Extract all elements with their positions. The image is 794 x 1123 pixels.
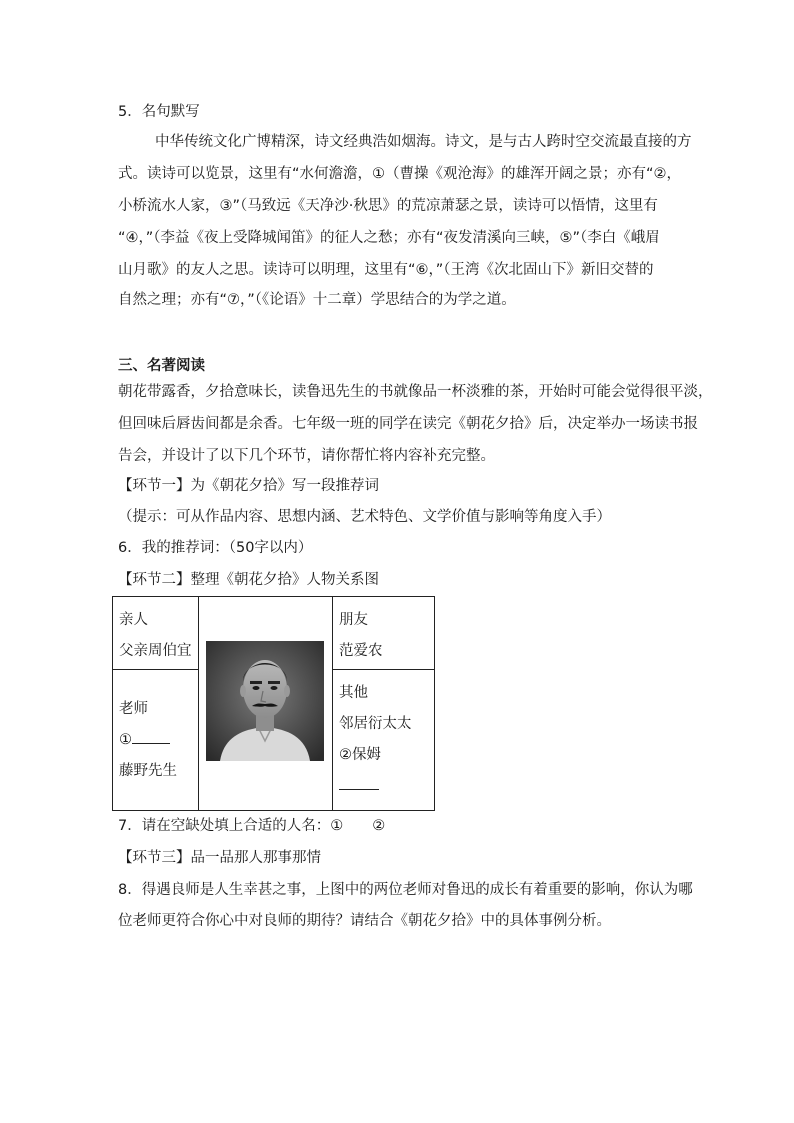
portrait-cell [199, 597, 333, 811]
question-7: 7．请在空缺处填上合适的人名：① ② [118, 818, 386, 834]
relatives-cell [113, 597, 199, 670]
section-3-heading: 三、名著阅读 [118, 358, 205, 374]
section-5-title: 5．名句默写 [118, 104, 200, 120]
question-8-line-1: 8．得遇良师是人生幸甚之事，上图中的两位老师对鲁迅的成长有着重要的影响，你认为哪 [118, 882, 693, 898]
teachers-blank-line[interactable] [132, 729, 170, 744]
link-3-heading: 【环节三】品一品那人那事那情 [118, 850, 321, 866]
relatives-label: 亲人 [119, 612, 148, 628]
section-5-line-2: 式。读诗可以览景，这里有“水何澹澹，①（曹操《观沧海》的雄浑开阔之景；亦有“②， [118, 166, 682, 182]
teachers-cell [113, 670, 199, 811]
section-3-intro-2: 但回味后唇齿间都是余香。七年级一班的同学在读完《朝花夕拾》后，决定举办一场读书报 [118, 416, 698, 432]
link-2-heading: 【环节二】整理《朝花夕拾》人物关系图 [118, 572, 379, 588]
teachers-label: 老师 [119, 701, 148, 717]
section-5-line-5: 山月歌》的友人之思。读诗可以明理，这里有“⑥，”（王湾《次北固山下》新旧交替的 [118, 262, 654, 278]
teachers-blank-marker: ① [119, 732, 132, 748]
section-5-line-6: 自然之理；亦有“⑦，”（《论语》十二章）学思结合的为学之道。 [118, 292, 516, 308]
others-blank-row [339, 771, 434, 802]
lu-xun-portrait [206, 641, 324, 761]
friends-cell [333, 597, 435, 670]
link-1-heading: 【环节一】为《朝花夕拾》写一段推荐词 [118, 478, 379, 494]
section-3-intro-3: 告会，并设计了以下几个环节，请你帮忙将内容补充完整。 [118, 448, 495, 464]
section-5-line-1: 中华传统文化广博精深，诗文经典浩如烟海。诗文，是与古人跨时空交流最直接的方 [155, 134, 692, 150]
character-relationship-table [112, 596, 435, 811]
section-5-line-4: “④，”（李益《夜上受降城闻笛》的征人之愁；亦有“夜发清溪向三峡，⑤”（李白《峨眉 [118, 230, 660, 246]
others-cell [333, 670, 435, 811]
friends-label: 朋友 [339, 612, 368, 628]
section-5-line-3: 小桥流水人家，③”（马致远《天净沙·秋思》的荒凉萧瑟之景，读诗可以悟情，这里有 [118, 198, 658, 214]
teachers-blank-row [119, 725, 198, 756]
question-8-line-2: 位老师更符合你心中对良师的期待？请结合《朝花夕拾》中的具体事例分析。 [118, 913, 611, 929]
others-name-2: ②保姆 [339, 747, 381, 763]
teachers-name: 藤野先生 [119, 763, 177, 779]
section-3-intro-1: 朝花带露香，夕拾意味长，读鲁迅先生的书就像品一杯淡雅的茶，开始时可能会觉得很平淡， [118, 384, 713, 400]
others-blank-line[interactable] [339, 775, 379, 790]
question-6: 6．我的推荐词：（50字以内） [118, 540, 313, 556]
link-1-hint: （提示：可从作品内容、思想内涵、艺术特色、文学价值与影响等角度入手） [118, 509, 611, 525]
others-name-1: 邻居衍太太 [339, 716, 412, 732]
relatives-name: 父亲周伯宜 [119, 643, 192, 659]
others-label: 其他 [339, 685, 368, 701]
friends-name: 范爱农 [339, 643, 383, 659]
